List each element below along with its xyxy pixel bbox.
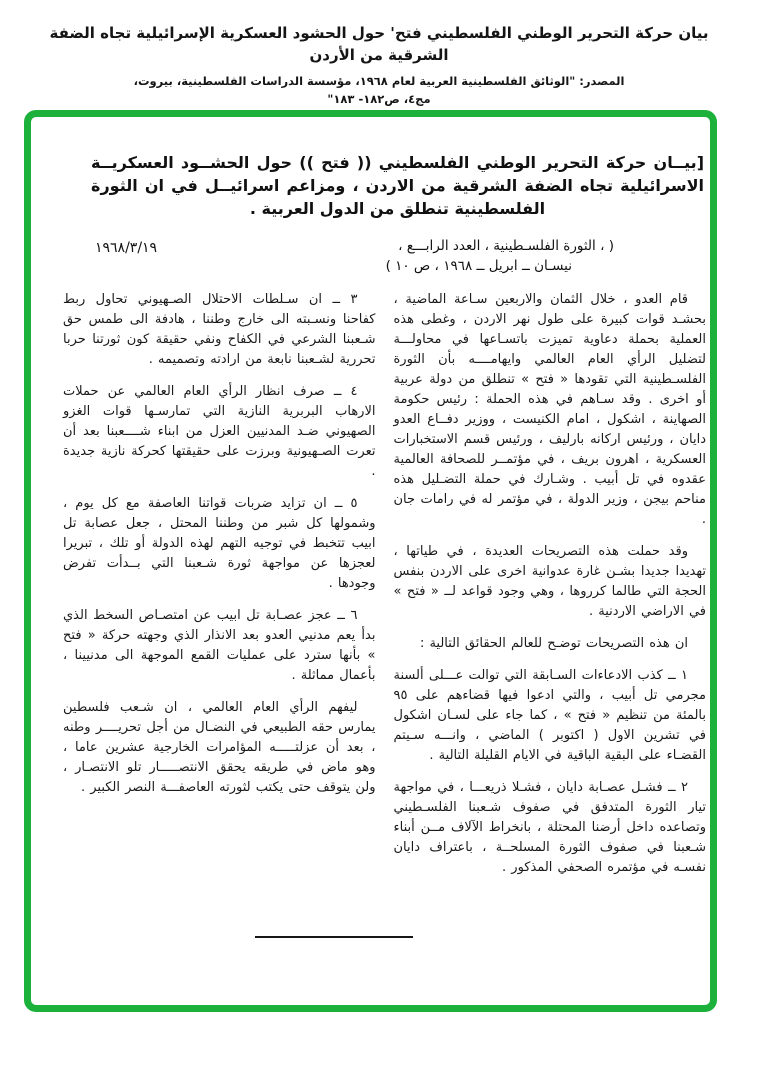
citation-line-1: ( ، الثورة الفلسـطينية ، العدد الرابـــع ، bbox=[398, 238, 614, 254]
document-title-line-3: الفلسطينية تنطلق من الدول العربية . bbox=[249, 199, 546, 218]
page-header-source-line: المصدر: "الوثائق الفلسطينية العربية لعام ١٩٦٨، مؤسسة الدراسات الفلسطينية، بيروت، مج٤، ص١٨٢- ١٨٣" bbox=[133, 74, 625, 106]
document-meta-row bbox=[31, 236, 710, 284]
citation-line-2: نيسـان ــ ابريل ــ ١٩٦٨ ، ص ١٠ ) bbox=[385, 258, 572, 274]
page-header bbox=[0, 22, 758, 108]
paragraph-facts-lead: ان هذه التصريحات توضـح للعالم الحقائق التالية : bbox=[419, 636, 688, 651]
column-right bbox=[394, 290, 707, 890]
document-date: ١٩٦٨/٣/١٩ bbox=[95, 240, 158, 256]
paragraph-item-4: ٤ ــ صرف انظار الرأي العام العالمي عن حملات الارهاب البربرية النازية التي تمارسـها قوات الغزو الصهيوني ضـد المدنيين العزل من ابناء شــــعبنا بعد أن تعرت الصـهيونية وبرزت على حقيقتها كحركة نازية جديدة . bbox=[63, 384, 376, 479]
paragraph-item-2: ٢ ــ فشـل عصـابة دايان ، فشـلا ذريعـــا ، في مواجهة تيار الثورة المتدفق في صفوف شـعبنا الفلسـطيني وتصاعده داخل أرضنا المحتلة ، بانخراط الآلاف مــن أبناء شـعبنا في صفوف الثورة المسلحــة ، باعتراف دايان نفسـه في مؤتمره الصحفي المذكور . bbox=[393, 780, 706, 875]
paragraph-threat: وقد حملت هذه التصريحات العديدة ، في طياتها ، تهديدا جديدا بشـن غارة عدوانية اخرى على الاردن بنفس الحجة التي طالما كرروها ، وهي وجود قواعد لــ « فتح » في الاراضي الاردنية . bbox=[393, 544, 706, 619]
document-frame bbox=[24, 110, 717, 1012]
two-column-text bbox=[63, 290, 706, 890]
document-body bbox=[31, 117, 710, 1005]
document-title-line-1: [بيــان حركة التحرير الوطني الفلسطيني (( فتح )) حول الحشــود العسكريــة bbox=[91, 153, 704, 172]
page-header-title: بيان حركة التحرير الوطني الفلسطيني فتح' حول الحشود العسكرية الإسرائيلية تجاه الضفة الشرقية من الأردن bbox=[49, 24, 709, 64]
paragraph-item-1: ١ ــ كذب الادعاءات السـابقة التي توالت عـــلى ألسنة مجرمي تل أبيب ، والتي ادعوا فيها قضاءهم على ٩٥ بالمئة من تنظيم « فتح » ، كما جاء على لسـان اشكول في تشرين الاول ( اكتوبر ) الماضي ، وانـــه سـيتم القضـاء على البقية الباقية في الايام القليلة التالية . bbox=[393, 668, 706, 763]
paragraph-item-5: ٥ ــ ان تزايد ضربات قواتنا العاصفة مع كل يوم ، وشمولها كل شبر من وطننا المحتل ، جعل عصابة تل ابيب تتخبط في توجيه التهم لهذه الدولة أو تلك ، تبريرا لعجزها عن مواجهة ثورة شـعبنا التي بــدأت تفرض وجودها . bbox=[63, 496, 376, 591]
column-left bbox=[63, 290, 376, 890]
footnote-divider-line bbox=[255, 936, 413, 938]
paragraph-item-3: ٣ ــ ان سـلطات الاحتلال الصـهيوني تحاول ربط كفاحنا ونسـبته الى خارج وطننا ، هادفة الى طمس حق شـعبنا الشرعي في الكفاح ونفي حقيقة كون ثورتنا حربا تحررية لشـعبنا نابعة من ارادته وتصميمه . bbox=[63, 292, 376, 367]
document-citation bbox=[386, 236, 614, 276]
document-title bbox=[91, 151, 704, 220]
paragraph-item-6: ٦ ــ عجز عصـابة تل ابيب عن امتصـاص السخط الذي بدأ يعم مدنيي العدو بعد الانذار الذي وجهته حركة « فتح » بأنها سترد على عمليات القمع الموجهة الى مدنيينا ، بأعمال مماثلة . bbox=[63, 608, 376, 683]
paragraph-intro: قام العدو ، خلال الثمان والاربعين سـاعة الماضية ، بحشـد قوات كبيرة على طول نهر الاردن ، وغطى هذه العملية بحملة دعاوية تميزت باتسـاعها في محاولـــة لتضليل الرأي العام العالمي وايهامــــه بأن الثورة الفلسـطينية التي تقودها « فتح » تنطلق من دولة عربية أو اخرى . وقد سـاهم في هذه الحملة : رئيس حكومة الصهاينة ، اشكول ، امام الكنيست ، ووزير دفــاع العدو دايان ، ورئيس اركانه بارليف ، ورئيس قسم الاستخبارات العسكرية ، اهرون بريف ، في مؤتمــر للصحافة العالمية عقدوه في تل أبيب . وشـارك في حملة التضـليل هذه مناحم بيجن ، وزير الدولة ، في مؤتمر له في رامات جان . bbox=[393, 292, 706, 527]
paragraph-conclusion: ليفهم الرأي العام العالمي ، ان شـعب فلسطين يمارس حقه الطبيعي في النضـال من أجل تحريــــر وطنه ، بعد أن عزلتـــــه المؤامرات الخارجية عشرين عاما ، وهو ماض في طريقه يحقق الانتصـــــار تلو الانتصـار ، ولن يتوقف حتى يكتب لثورته العاصفـــة النصر الكبير . bbox=[63, 700, 376, 795]
document-title-line-2: الاسرائيلية تجاه الضفة الشرقية من الاردن ، ومزاعم اسرائيــل في ان الثورة bbox=[91, 176, 704, 195]
